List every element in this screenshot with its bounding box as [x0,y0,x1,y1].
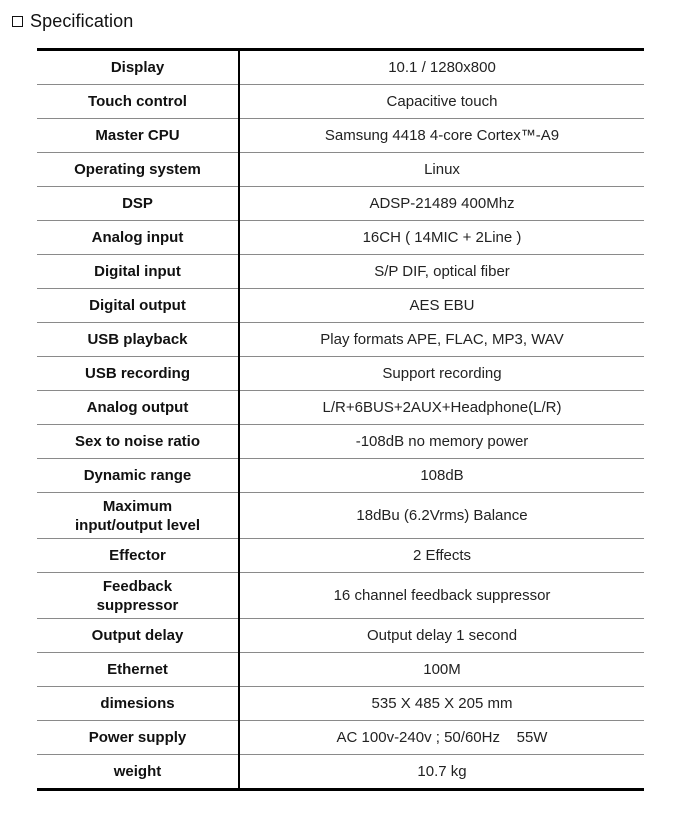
table-row [37,653,644,687]
spec-label: Dynamic range [37,459,239,493]
spec-label: Ethernet [37,653,239,687]
spec-value: 16 channel feedback suppressor [239,573,644,619]
spec-value: L/R+6BUS+2AUX+Headphone(L/R) [239,391,644,425]
spec-value: 100M [239,653,644,687]
table-row [37,721,644,755]
spec-label-line: Maximum [102,497,173,515]
spec-value: AC 100v-240v ; 50/60Hz 55W [239,721,644,755]
spec-label: weight [37,755,239,790]
table-row [37,289,644,323]
spec-value: 10.7 kg [417,763,467,780]
spec-label: Digital input [37,255,239,289]
spec-value: Capacitive touch [239,85,644,119]
spec-value: S/P DIF, optical fiber [239,255,644,289]
table-row [37,573,644,619]
spec-value: Play formats APE, FLAC, MP3, WAV [239,323,644,357]
table-row [37,493,644,539]
spec-label: Display [37,50,239,85]
table-row [37,119,644,153]
table-row [37,391,644,425]
table-row [37,323,644,357]
table-row [37,619,644,653]
table-row [37,755,644,790]
spec-label [37,493,239,539]
spec-value: AES EBU [239,289,644,323]
section-title: Specification [30,10,134,31]
table-row [37,85,644,119]
spec-label: Master CPU [37,119,239,153]
spec-label: Analog output [37,391,239,425]
table-row [37,687,644,721]
spec-label: Sex to noise ratio [37,425,239,459]
table-row [37,539,644,573]
table-row [37,187,644,221]
spec-value: 10.1 / 1280x800 [239,50,644,85]
spec-label: Power supply [37,721,239,755]
spec-label: Touch control [37,85,239,119]
spec-label: Output delay [37,619,239,653]
table-row [37,425,644,459]
checkbox-icon [12,16,23,27]
table-row [37,153,644,187]
spec-label: dimesions [37,687,239,721]
spec-label-line: Feedback [102,577,173,595]
spec-value: Output delay 1 second [239,619,644,653]
specification-table [37,48,644,791]
spec-label: USB recording [37,357,239,391]
spec-value: 2 Effects [239,539,644,573]
spec-label: DSP [37,187,239,221]
spec-value: ADSP-21489 400Mhz [239,187,644,221]
table-row [37,221,644,255]
spec-value: Support recording [239,357,644,391]
spec-label: Analog input [37,221,239,255]
spec-value: Linux [239,153,644,187]
table-row [37,459,644,493]
spec-label-line: input/output level [75,516,200,534]
spec-label: USB playback [37,323,239,357]
spec-value: -108dB no memory power [239,425,644,459]
spec-label-line: suppressor [96,596,179,614]
spec-value: 108dB [239,459,644,493]
section-header [12,9,133,33]
spec-label: Effector [37,539,239,573]
spec-label: Operating system [37,153,239,187]
spec-value: 18dBu (6.2Vrms) Balance [239,493,644,539]
table-row [37,357,644,391]
spec-value: 535 X 485 X 205 mm [239,687,644,721]
spec-label: Digital output [37,289,239,323]
spec-label [37,573,239,619]
spec-value: Samsung 4418 4-core Cortex™-A9 [239,119,644,153]
table-row [37,255,644,289]
table-row [37,50,644,85]
spec-value: 16CH ( 14MIC + 2Line ) [239,221,644,255]
